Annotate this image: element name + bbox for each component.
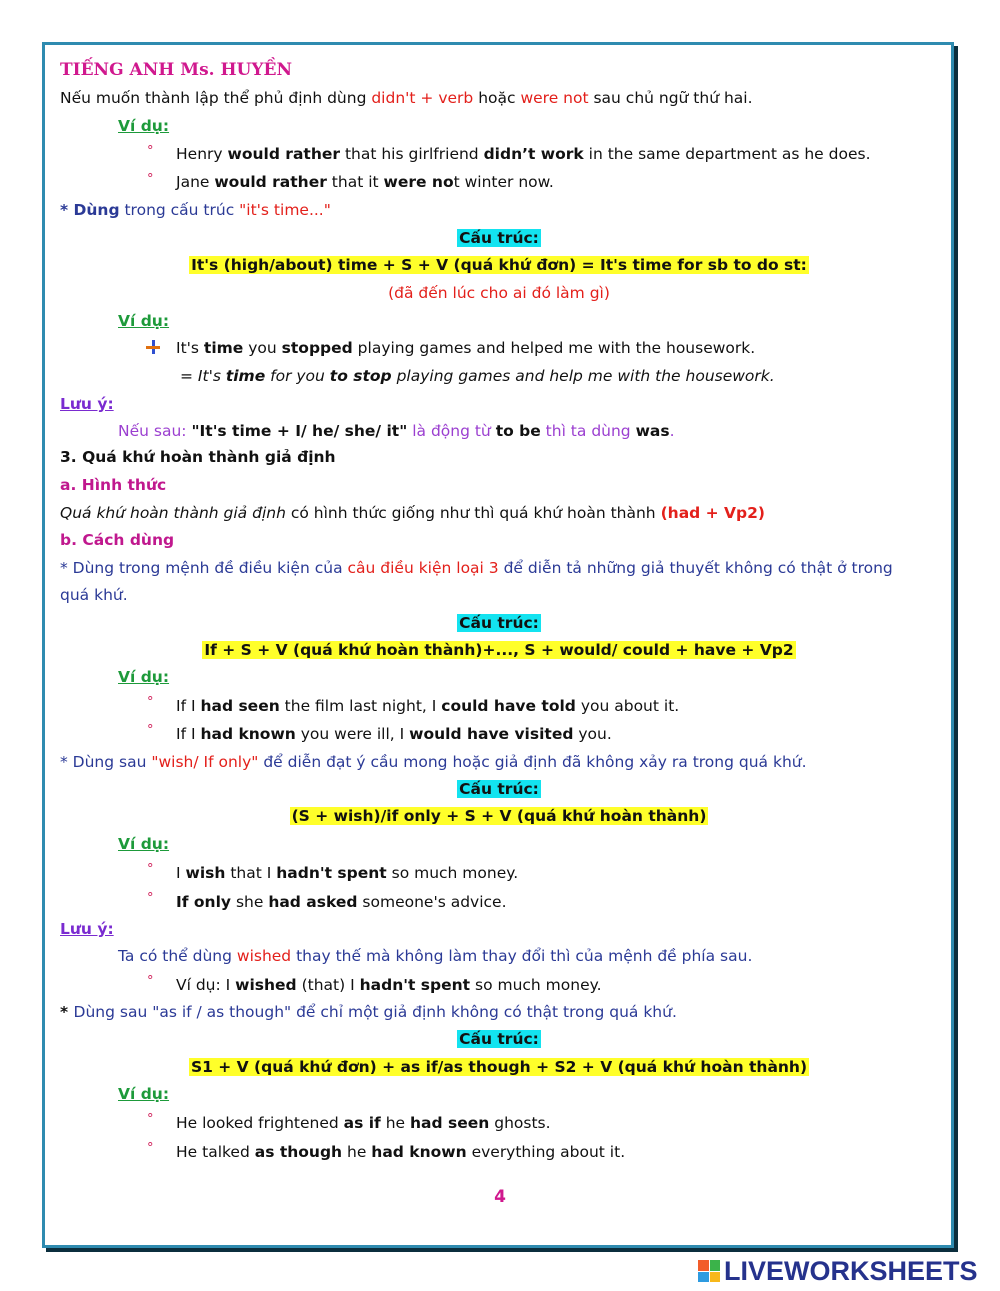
note-label: Lưu ý: [60, 395, 114, 413]
logo-tile [698, 1260, 709, 1271]
structure-label: Cấu trúc: [459, 614, 539, 632]
form-text: Quá khứ hoàn thành giả định có hình thức giống như thì quá khứ hoàn thành (had + Vp2) [60, 504, 765, 522]
list-item: I wish that I hadn't spent so much money. [176, 864, 519, 882]
list-item: Henry would rather that his girlfriend didn’t work in the same department as he does. [176, 145, 871, 163]
liveworksheets-logo-icon [698, 1260, 720, 1282]
structure-formula: If + S + V (quá khứ hoàn thành)+..., S + would/ could + have + Vp2 [204, 641, 794, 659]
structure-label: Cấu trúc: [459, 1030, 539, 1048]
list-item: If only she had asked someone's advice. [176, 893, 507, 911]
note-label: Lưu ý: [60, 920, 114, 938]
bullet-icon: ° [147, 172, 154, 187]
bullet-icon: ° [147, 695, 154, 710]
section-wish: * Dùng sau "wish/ If only" để diễn đạt ý cầu mong hoặc giả định đã không xảy ra trong quá khứ. [60, 753, 807, 771]
list-item: It's time you stopped playing games and helped me with the housework. [176, 339, 756, 357]
list-item: He talked as though he had known everything about it. [176, 1143, 626, 1161]
logo-text: LIVEWORKSHEETS [724, 1255, 978, 1286]
list-item: If I had seen the film last night, I could have told you about it. [176, 697, 680, 715]
plus-bullet-icon [146, 340, 160, 354]
list-item: If I had known you were ill, I would have visited you. [176, 725, 612, 743]
list-item: Ví dụ: I wished (that) I hadn't spent so much money. [176, 976, 602, 994]
usage-text-cont: quá khứ. [60, 586, 128, 604]
usage-text: * Dùng trong mệnh đề điều kiện của câu điều kiện loại 3 để diễn tả những giả thuyết không có thật ở trong [60, 559, 893, 577]
liveworksheets-logo[interactable] [698, 1256, 978, 1286]
structure-label: Cấu trúc: [459, 229, 539, 247]
note-text: Ta có thể dùng wished thay thế mà không làm thay đổi thì của mệnh đề phía sau. [118, 947, 753, 965]
bullet-icon: ° [147, 144, 154, 159]
example-label: Ví dụ: [118, 1085, 170, 1103]
subsection-heading: b. Cách dùng [60, 531, 175, 549]
section-its-time: * Dùng trong cấu trúc "it's time..." [60, 201, 331, 219]
structure-formula: (S + wish)/if only + S + V (quá khứ hoàn thành) [291, 807, 707, 825]
example-label: Ví dụ: [118, 668, 170, 686]
header-title: TIẾNG ANH Ms. HUYỀN [60, 60, 292, 80]
structure-formula: It's (high/about) time + S + V (quá khứ đơn) = It's time for sb to do st: [191, 256, 807, 274]
structure-formula: S1 + V (quá khứ đơn) + as if/as though + S2 + V (quá khứ hoàn thành) [190, 1058, 808, 1076]
structure-meaning: (đã đến lúc cho ai đó làm gì) [388, 284, 610, 302]
example-label: Ví dụ: [118, 117, 170, 135]
logo-tile [710, 1272, 721, 1283]
bullet-icon: ° [147, 891, 154, 906]
section-heading: 3. Quá khứ hoàn thành giả định [60, 448, 336, 466]
bullet-icon: ° [147, 1112, 154, 1127]
logo-tile [698, 1272, 709, 1283]
intro-line: Nếu muốn thành lập thể phủ định dùng didn't + verb hoặc were not sau chủ ngữ thứ hai. [60, 89, 753, 107]
logo-tile [710, 1260, 721, 1271]
page-number: 4 [494, 1187, 506, 1207]
subsection-heading: a. Hình thức [60, 476, 167, 494]
section-as-if: * Dùng sau "as if / as though" để chỉ một giả định không có thật trong quá khứ. [60, 1003, 677, 1021]
list-item: Jane would rather that it were not winter now. [176, 173, 554, 191]
bullet-icon: ° [147, 974, 154, 989]
bullet-icon: ° [147, 1141, 154, 1156]
example-label: Ví dụ: [118, 835, 170, 853]
note-text: Nếu sau: "It's time + I/ he/ she/ it" là động từ to be thì ta dùng was. [118, 422, 675, 440]
bullet-icon: ° [147, 723, 154, 738]
list-item: He looked frightened as if he had seen ghosts. [176, 1114, 551, 1132]
example-label: Ví dụ: [118, 312, 170, 330]
bullet-icon: ° [147, 862, 154, 877]
structure-label: Cấu trúc: [459, 780, 539, 798]
list-item-rewrite: = It's time for you to stop playing games and help me with the housework. [180, 367, 775, 385]
